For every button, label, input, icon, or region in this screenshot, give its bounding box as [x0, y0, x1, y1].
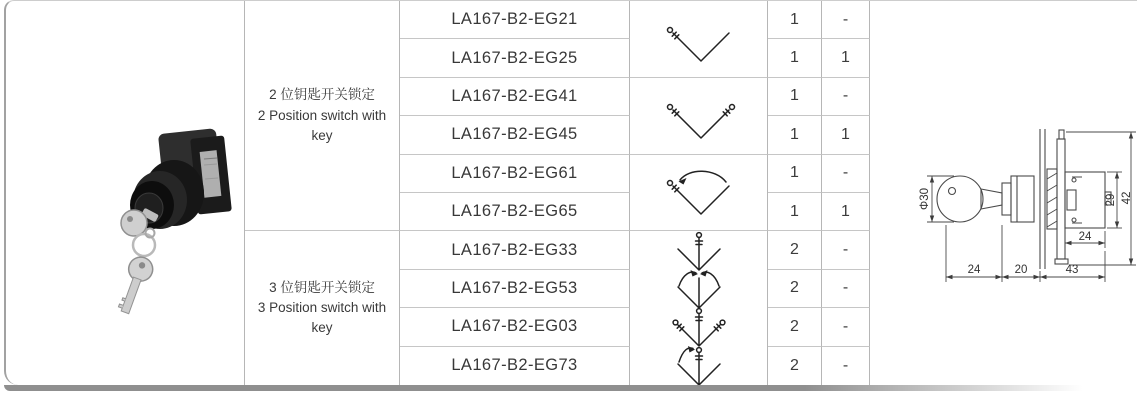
model-cell: LA167-B2-EG33 [400, 231, 630, 269]
qty-nc-cell: - [822, 78, 870, 116]
qty-nc-cell: - [822, 270, 870, 308]
qty-no-cell: 1 [768, 1, 822, 39]
section-label-en: 2 Position switch with key [257, 107, 387, 143]
qty-nc-cell: 1 [822, 116, 870, 154]
model-cell: LA167-B2-EG65 [400, 193, 630, 231]
qty-no-cell: 1 [768, 155, 822, 193]
model-cell: LA167-B2-EG25 [400, 39, 630, 77]
catalog-table-panel [4, 0, 1137, 385]
section-label-zh: 2 位钥匙开关锁定 [269, 87, 375, 103]
qty-no-cell: 1 [768, 193, 822, 231]
section-label-en: 3 Position switch with key [257, 300, 387, 336]
qty-no-cell: 2 [768, 308, 822, 346]
qty-no-cell: 1 [768, 78, 822, 116]
model-cell: LA167-B2-EG21 [400, 1, 630, 39]
dimension-drawing [898, 85, 1138, 297]
dim-label-diameter: Φ30 [919, 188, 931, 210]
dim-label-block-height: 29 [1105, 193, 1117, 207]
model-cell: LA167-B2-EG61 [400, 155, 630, 193]
diagram-cell-3pos-group [630, 231, 768, 385]
switch-diagram-2pos-spring-return-icon [657, 166, 741, 218]
diagram-slot-eg53 [664, 270, 734, 308]
qty-nc-cell: - [822, 155, 870, 193]
qty-nc-cell: 1 [822, 193, 870, 231]
key-switch-product-photo [106, 123, 241, 323]
diagram-slot-eg03 [664, 308, 734, 346]
diagram-cell-eg41-eg45 [630, 78, 768, 155]
qty-nc-cell: - [822, 347, 870, 385]
panel-bottom-shadow [4, 385, 1116, 391]
qty-no-cell: 1 [768, 116, 822, 154]
switch-diagram-3pos-spring-left-icon [664, 343, 734, 389]
model-cell: LA167-B2-EG53 [400, 270, 630, 308]
dim-label-block-width: 24 [1078, 231, 1092, 243]
model-cell: LA167-B2-EG41 [400, 78, 630, 116]
qty-nc-cell: 1 [822, 39, 870, 77]
product-photo-cell [6, 1, 245, 385]
qty-no-cell: 2 [768, 347, 822, 385]
qty-no-cell: 1 [768, 39, 822, 77]
dim-label-total-height: 42 [1121, 191, 1133, 205]
section-label-zh: 3 位钥匙开关锁定 [269, 279, 375, 295]
model-cell: LA167-B2-EG03 [400, 308, 630, 346]
qty-no-cell: 2 [768, 270, 822, 308]
dimension-drawing-cell [870, 1, 1137, 385]
diagram-slot-eg33 [664, 231, 734, 269]
qty-nc-cell: - [822, 308, 870, 346]
dim-label-behind-panel: 43 [1065, 264, 1079, 276]
diagram-cell-eg21-eg25 [630, 1, 768, 78]
dim-label-head-depth: 20 [1014, 264, 1028, 276]
dim-label-front: 24 [967, 264, 981, 276]
qty-nc-cell: - [822, 231, 870, 269]
catalog-table [6, 1, 1137, 385]
qty-nc-cell: - [822, 1, 870, 39]
diagram-cell-eg61-eg65 [630, 155, 768, 232]
switch-diagram-2pos-key-both-icon [657, 90, 741, 142]
switch-diagram-2pos-key-left-icon [657, 13, 741, 65]
section-label-3-position [245, 231, 400, 385]
diagram-slot-eg73 [664, 347, 734, 385]
model-cell: LA167-B2-EG45 [400, 116, 630, 154]
section-label-2-position [245, 1, 400, 231]
model-cell: LA167-B2-EG73 [400, 347, 630, 385]
qty-no-cell: 2 [768, 231, 822, 269]
